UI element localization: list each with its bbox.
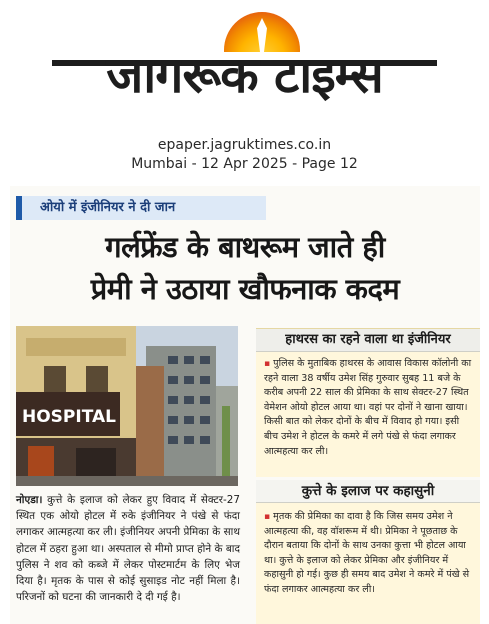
headline-line-2: प्रेमी ने उठाया खौफनाक कदम [90, 272, 400, 306]
bullet-icon: ▪ [264, 359, 271, 369]
headline-line-1: गर्लफ्रेंड के बाथरूम जाते ही [105, 230, 385, 264]
lead-text: कुत्ते के इलाज को लेकर हुए विवाद में सेक्टर-27 स्थित एक ओयो होटल में रुके इंजीनियर ने पंखे से फंदा लगाकर आत्महत्या कर ली। इंजीनियर अपनी प्रेमिका के साथ होटल में ठहरा हुआ था। अस्पताल से मीमो प्राप्त होने के बाद पुलिस ने शव को कब्जे में लेकर पोस्टमार्टम के लिए भेज दिया है। मृतक के पास से कोई सुसाइड नोट नहीं मिला है। परिजनों को घटना की जानकारी दे दी गई है। [16, 494, 240, 604]
sidebar-box-1-body [264, 357, 472, 459]
edition-line: Mumbai - 12 Apr 2025 - Page 12 [131, 156, 358, 172]
edition-info [0, 136, 489, 174]
brand-logo: जागरूक टाइम्स [106, 46, 383, 104]
epaper-url[interactable]: epaper.jagruktimes.co.in [157, 137, 332, 153]
news-article [10, 186, 480, 624]
bullet-icon: ▪ [264, 512, 271, 522]
headline [18, 226, 472, 310]
sidebar-box-1-title: हाथरस का रहने वाला था इंजीनियर [256, 329, 480, 352]
masthead [0, 0, 489, 172]
sidebar-box-1 [256, 328, 480, 477]
hospital-photo [16, 326, 238, 486]
sidebar-box-1-text: पुलिस के मुताबिक हाथरस के आवास विकास कॉलोनी का रहने वाला 38 वर्षीय उमेश सिंह गुरुवार सुबह 11 बजे के करीब अपनी 22 साल की प्रेमिका के साथ सेक्टर-27 स्थित वेमेशन ओयो होटल आया था। वहां पर दोनों ने खाना खाया। किसी बात को लेकर दोनों के बीच में विवाद हो गया। इसी बीच उमेश ने होटल के कमरे में लगे पंखे से फंदा लगाकर आत्महत्या कर ली। [264, 358, 472, 457]
lead-paragraph [16, 492, 240, 605]
sidebar-box-2-body [264, 510, 472, 598]
dateline: नोएडा। [16, 494, 43, 506]
sidebar-box-2-title: कुत्ते के इलाज पर कहासुनी [256, 480, 480, 503]
sidebar-box-2 [256, 480, 480, 624]
kicker-label: ओयो में इंजीनियर ने दी जान [16, 196, 266, 220]
hospital-sign-text: HOSPITAL [22, 407, 116, 427]
sidebar-box-2-text: मृतक की प्रेमिका का दावा है कि जिस समय उमेश ने आत्महत्या की, वह वॉशरूम में थी। प्रेमिका ने पूछताछ के दौरान बताया कि दोनों के साथ उनका कुत्ता भी होटल आया था। कुत्ते के इलाज को लेकर प्रेमिका और इंजीनियर में कहासुनी हो गई। कुछ ही समय बाद उमेश ने कमरे में पंखे से फंदा लगाकर आत्महत्या कर ली। [264, 511, 470, 595]
